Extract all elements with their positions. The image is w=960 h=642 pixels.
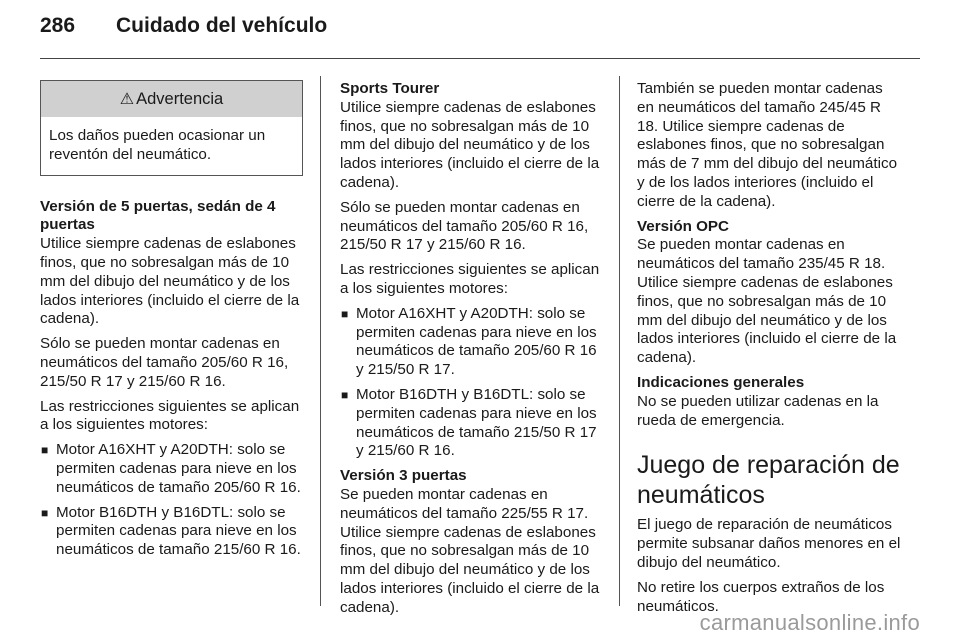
list-item-text: Motor A16XHT y A20DTH: solo se permiten cadenas para nieve en los neumáticos de tamaño 205/60 R 16 y 215/50 R 17. [356, 304, 597, 379]
paragraph: También se pueden montar cadenas en neumáticos del tamaño 245/45 R 18. Utilice siempre cadenas de eslabones finos, que no sobresalgan más de 7 mm del dibujo del neumático y de los lados interiores (incluido el cierre de la cadena). [637, 80, 898, 210]
warning-title-bar [41, 81, 302, 117]
page-number: 286 [40, 14, 76, 37]
paragraph: Utilice siempre cadenas de eslabones finos, que no sobresalgan más de 10 mm del dibujo del neumático y de los lados interiores (incluido el cierre de la cadena). [340, 98, 600, 191]
paragraph: Sólo se pueden montar cadenas en neumáticos del tamaño 205/60 R 16, 215/50 R 17 y 215/60 R 16. [40, 335, 289, 390]
paragraph: Se pueden montar cadenas en neumáticos del tamaño 235/45 R 18. Utilice siempre cadenas de eslabones finos, que no sobresalgan más de 10 mm del dibujo del neumático y de los lados interiores (incluido el cierre de la cadena). [637, 236, 897, 367]
column-divider [320, 76, 321, 606]
page-title: Cuidado del vehículo [116, 14, 328, 37]
section-heading: Versión de 5 puertas, sedán de 4 puertas [40, 197, 276, 234]
warning-box [40, 80, 303, 176]
section-heading: Sports Tourer [340, 80, 440, 97]
paragraph: Las restricciones siguientes se aplican a los siguientes motores: [340, 261, 600, 297]
paragraph: Se pueden montar cadenas en neumáticos del tamaño 225/55 R 17. Utilice siempre cadenas de eslabones finos, que no sobresalgan más de 10 mm del dibujo del neumático y de los lados interiores (incluido el cierre de la cadena). [340, 485, 600, 616]
list-item [40, 441, 303, 497]
bullet-square-icon: ■ [41, 443, 49, 458]
warning-body: Los daños pueden ocasionar un reventón del neumático. [49, 127, 266, 163]
paragraph: Las restricciones siguientes se aplican a los siguientes motores: [40, 397, 300, 434]
list-item-text: Motor A16XHT y A20DTH: solo se permiten cadenas para nieve en los neumáticos de tamaño 205/60 R 16. [56, 441, 301, 496]
list-item [40, 504, 303, 560]
section-heading: Versión 3 puertas [340, 467, 467, 485]
bullet-list [340, 305, 604, 461]
column-2 [340, 80, 604, 624]
page-header [40, 14, 327, 38]
column-3 [637, 80, 901, 622]
bullet-square-icon: ■ [41, 505, 49, 520]
list-item [340, 305, 604, 380]
list-item-text: Motor B16DTH y B16DTL: solo se permiten cadenas para nieve en los neumáticos de tamaño 215/60 R 16. [56, 503, 301, 559]
paragraph: No retire los cuerpos extraños de los neumáticos. [637, 578, 885, 615]
paragraph: Utilice siempre cadenas de eslabones finos, que no sobresalgan más de 10 mm del dibujo del neumático y de los lados interiores (incluido el cierre de la cadena). [40, 235, 300, 328]
section-heading: Versión OPC [637, 217, 729, 235]
bullet-list [40, 441, 303, 560]
bullet-square-icon: ■ [341, 306, 349, 321]
section-heading: Indicaciones generales [637, 373, 805, 391]
chapter-heading: Juego de reparación de neumáticos [637, 451, 900, 510]
warning-triangle-icon: ⚠ [119, 91, 135, 108]
list-item-text: Motor B16DTH y B16DTL: solo se permiten cadenas para nieve en los neumáticos de tamaño 215/50 R 17 y 215/60 R 16. [356, 385, 597, 460]
paragraph: El juego de reparación de neumáticos permite subsanar daños menores en el dibujo del neumático. [637, 516, 901, 571]
watermark: carmanualsonline.info [699, 610, 920, 635]
column-1 [40, 80, 303, 566]
bullet-square-icon: ■ [341, 387, 349, 402]
column-divider [619, 76, 620, 606]
header-rule [40, 58, 920, 59]
paragraph: Sólo se pueden montar cadenas en neumáticos del tamaño 205/60 R 16, 215/50 R 17 y 215/60 R 16. [340, 198, 589, 254]
warning-title: Advertencia [136, 90, 224, 108]
paragraph: No se pueden utilizar cadenas en la rueda de emergencia. [637, 392, 879, 429]
list-item [340, 386, 604, 461]
